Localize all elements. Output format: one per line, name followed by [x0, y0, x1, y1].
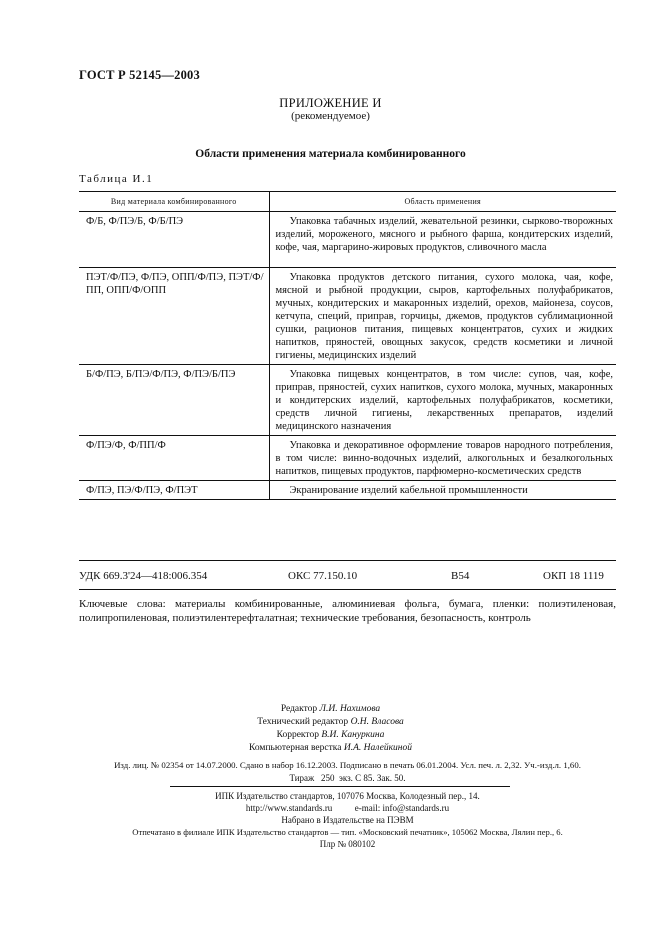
material-cell: ПЭТ/Ф/ПЭ, Ф/ПЭ, ОПП/Ф/ПЭ, ПЭТ/Ф/ПП, ОПП/Ф/ОПП — [79, 268, 269, 365]
table-row — [79, 481, 616, 500]
publisher-line-1: ИПК Издательство стандартов, 107076 Москва, Колодезный пер., 14. — [215, 791, 480, 801]
table-row — [79, 212, 616, 268]
oks-code: ОКС 77.150.10 — [288, 570, 358, 582]
column-header-application: Область применения — [269, 192, 616, 212]
credit-tech-editor: Технический редактор О.Н. Власова — [257, 717, 404, 727]
imprint-line-1: Изд. лиц. № 02354 от 14.07.2000. Сдано в набор 16.12.2003. Подписано в печать 06.01.2004. Усл. печ. л. 2,32. Уч.-изд.л. 1,60. — [114, 760, 581, 770]
appendix-title: ПРИЛОЖЕНИЕ И — [279, 96, 382, 110]
column-header-material: Вид материала комбинированного — [79, 192, 269, 212]
material-cell: Ф/Б, Ф/ПЭ/Б, Ф/Б/ПЭ — [79, 212, 269, 268]
application-cell: Упаковка продуктов детского питания, сухого молока, чая, кофе, мясной и рыбной продукции, сыров, картофельных полуфабрикатов, мучных, кондитерских и макаронных изделий, орехов, майонеза, соусов, кетчупа, специй, приправ, горчицы, джемов, продуктов сублимационной сушки, рационов питания, пищевых концентратов, сухих и жидких напитков, пряностей, овощных закусок, средств косметики и личной гигиены, медицинских изделий — [269, 268, 616, 365]
section-title: Области применения материала комбинированного — [195, 148, 466, 160]
appendix-subtitle: (рекомендуемое) — [291, 110, 370, 122]
divider-bottom — [170, 786, 510, 787]
divider-top — [79, 560, 616, 561]
udc-code: УДК 669.3'24—418:006.354 — [79, 570, 208, 582]
publisher-line-5: Плр № 080102 — [319, 839, 376, 849]
application-cell: Упаковка пищевых концентратов, в том числе: супов, чая, кофе, приправ, пряностей, сухих напитков, сухого молока, мучных, макаронных и кондитерских изделий, картофельных полуфабрикатов, косметики, средств личной гигиены, лекарственных препаратов, изделий медицинского назначения — [269, 365, 616, 436]
table-label: Таблица И.1 — [79, 173, 154, 185]
table-row — [79, 268, 616, 365]
imprint-line-2: Тираж 250 экз. С 85. Зак. 50. — [289, 773, 406, 783]
document-header: ГОСТ Р 52145—2003 — [79, 68, 200, 82]
keywords: Ключевые слова: материалы комбинированные, алюминиевая фольга, бумага, пленки: полиэтиленовая, полипропиленовая, полиэтилентерефталатная; технические требования, безопасность, контроль — [79, 598, 616, 624]
material-cell: Ф/ПЭ/Ф, Ф/ПП/Ф — [79, 436, 269, 481]
application-table — [79, 191, 616, 500]
application-cell: Экранирование изделий кабельной промышленности — [269, 481, 616, 500]
table-row — [79, 365, 616, 436]
divider-middle — [79, 589, 616, 590]
table-row — [79, 436, 616, 481]
table-header-row — [79, 192, 616, 212]
publisher-line-2: http://www.standards.ru e-mail: info@standards.ru — [245, 803, 450, 813]
publisher-line-3: Набрано в Издательстве на ПЭВМ — [281, 815, 414, 825]
application-cell: Упаковка и декоративное оформление товаров народного потребления, в том числе: винно-водочных изделий, алкогольных и безалкогольных напитков, пищевых продуктов, парфюмерно-косметических средств — [269, 436, 616, 481]
application-cell: Упаковка табачных изделий, жевательной резинки, сырково-творожных изделий, мороженого, мясного и рыбного фарша, кондитерских изделий, кофе, чая, маргарино-жировых продуктов, сливочного масла — [269, 212, 616, 268]
credit-layout: Компьютерная верстка И.А. Налейкиной — [249, 743, 412, 753]
group-code: В54 — [451, 570, 470, 582]
credit-editor: Редактор Л.И. Нахимова — [280, 704, 381, 714]
material-cell: Ф/ПЭ, ПЭ/Ф/ПЭ, Ф/ПЭТ — [79, 481, 269, 500]
okp-code: ОКП 18 1119 — [543, 570, 604, 582]
credit-corrector: Корректор В.И. Кануркина — [276, 730, 385, 740]
material-cell: Б/Ф/ПЭ, Б/ПЭ/Ф/ПЭ, Ф/ПЭ/Б/ПЭ — [79, 365, 269, 436]
publisher-line-4: Отпечатано в филиале ИПК Издательство стандартов — тип. «Московский печатник», 105062 Москва, Лялин пер., 6. — [132, 827, 563, 837]
